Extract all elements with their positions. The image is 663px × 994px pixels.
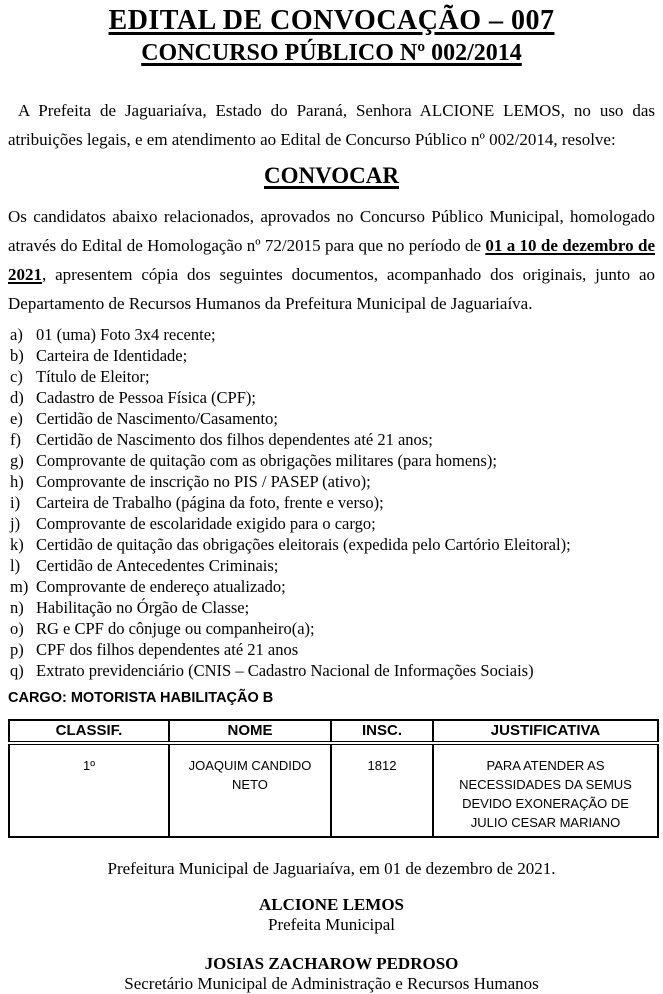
date-line: Prefeitura Municipal de Jaguariaíva, em 01 de dezembro de 2021. [107, 859, 556, 878]
list-item [8, 387, 655, 408]
list-item [8, 450, 655, 471]
list-item-text: Comprovante de escolaridade exigido para o cargo; [36, 514, 376, 533]
list-item [8, 429, 655, 450]
list-item [8, 366, 655, 387]
list-item [8, 324, 655, 345]
column-header-justificativa: JUSTIFICATIVA [433, 720, 658, 743]
signature-role: Prefeita Municipal [268, 915, 395, 934]
list-item [8, 534, 655, 555]
list-item [8, 555, 655, 576]
list-item [8, 660, 655, 681]
signature-block-mayor [8, 895, 655, 935]
list-item-text: Comprovante de quitação com as obrigações militares (para homens); [36, 451, 497, 470]
document-subtitle-text: CONCURSO PÚBLICO Nº 002/2014 [141, 40, 522, 66]
list-item [8, 408, 655, 429]
list-item-marker: f) [10, 430, 21, 449]
list-item-text: Extrato previdenciário (CNIS – Cadastro Nacional de Informações Sociais) [36, 661, 534, 680]
body-paragraph-seg1: Os candidatos abaixo relacionados, aprovados no Concurso Público Municipal, homologado através do Edital de Homologação nº 72/2015 para que no período de [8, 207, 655, 255]
list-item-text: Certidão de Antecedentes Criminais; [36, 556, 279, 575]
list-item-text: Comprovante de inscrição no PIS / PASEP (ativo); [36, 472, 371, 491]
list-item [8, 471, 655, 492]
list-item-marker: n) [10, 598, 24, 617]
list-item-marker: a) [10, 325, 23, 344]
cargo-heading: CARGO: MOTORISTA HABILITAÇÃO B [8, 690, 274, 706]
list-item-text: RG e CPF do cônjuge ou companheiro(a); [36, 619, 315, 638]
cell-justificativa: PARA ATENDER AS NECESSIDADES DA SEMUS DEVIDO EXONERAÇÃO DE JULIO CESAR MARIANO [433, 743, 658, 837]
list-item-text: Certidão de quitação das obrigações eleitorais (expedida pelo Cartório Eleitoral); [36, 535, 571, 554]
list-item-marker: e) [10, 409, 23, 428]
list-item [8, 345, 655, 366]
candidates-table [8, 719, 659, 838]
list-item-text: Carteira de Trabalho (página da foto, frente e verso); [36, 493, 384, 512]
convocar-heading [8, 162, 655, 190]
body-paragraph [8, 202, 655, 318]
list-item [8, 576, 655, 597]
list-item-text: Carteira de Identidade; [36, 346, 188, 365]
list-item-text: Certidão de Nascimento dos filhos dependentes até 21 anos; [36, 430, 433, 449]
document-title [8, 4, 655, 38]
list-item-marker: b) [10, 346, 24, 365]
list-item [8, 492, 655, 513]
list-item [8, 597, 655, 618]
list-item [8, 639, 655, 660]
convocar-heading-text: CONVOCAR [264, 163, 399, 188]
list-item-text: 01 (uma) Foto 3x4 recente; [36, 325, 216, 344]
list-item-marker: c) [10, 367, 23, 386]
list-item-marker: p) [10, 640, 24, 659]
cell-classif: 1º [9, 743, 169, 837]
intro-paragraph: A Prefeita de Jaguariaíva, Estado do Paraná, Senhora ALCIONE LEMOS, no uso das atribuições legais, e em atendimento ao Edital de Concurso Público nº 002/2014, resolve: [8, 101, 655, 149]
signature-name: JOSIAS ZACHAROW PEDROSO [204, 954, 459, 973]
list-item-text: Habilitação no Órgão de Classe; [36, 598, 250, 617]
cell-insc: 1812 [331, 743, 433, 837]
list-item-text: Certidão de Nascimento/Casamento; [36, 409, 278, 428]
column-header-nome: NOME [169, 720, 331, 743]
list-item [8, 513, 655, 534]
document-subtitle [8, 38, 655, 68]
list-item-marker: k) [10, 535, 24, 554]
list-item-text: CPF dos filhos dependentes até 21 anos [36, 640, 299, 659]
list-item-marker: j) [10, 514, 21, 533]
highlighted-date-range: 01 a 10 de dezembro de 2021 [8, 236, 655, 284]
list-item-marker: i) [10, 493, 21, 512]
list-item-text: Título de Eleitor; [36, 367, 150, 386]
list-item-marker: q) [10, 661, 24, 680]
required-documents-list [8, 324, 655, 681]
body-paragraph-seg3: , apresentem cópia dos seguintes documentos, acompanhado dos originais, junto ao Departamento de Recursos Humanos da Prefeitura Municipal de Jaguariaíva. [8, 265, 655, 313]
list-item-marker: d) [10, 388, 24, 407]
list-item-marker: o) [10, 619, 24, 638]
cell-nome: JOAQUIM CANDIDO NETO [169, 743, 331, 837]
list-item-text: Comprovante de endereço atualizado; [36, 577, 286, 596]
list-item-marker: h) [10, 472, 24, 491]
document-title-text: EDITAL DE CONVOCAÇÃO – 007 [108, 5, 555, 36]
column-header-insc: INSC. [331, 720, 433, 743]
signature-role: Secretário Municipal de Administração e Recursos Humanos [124, 974, 539, 993]
list-item [8, 618, 655, 639]
column-header-classif: CLASSIF. [9, 720, 169, 743]
list-item-marker: l) [10, 556, 21, 575]
list-item-marker: g) [10, 451, 24, 470]
table-row [9, 743, 658, 837]
signature-block-secretary [8, 954, 655, 994]
list-item-marker: m) [10, 577, 29, 596]
signature-name: ALCIONE LEMOS [259, 895, 404, 914]
table-header-row [9, 720, 658, 743]
list-item-text: Cadastro de Pessoa Física (CPF); [36, 388, 256, 407]
